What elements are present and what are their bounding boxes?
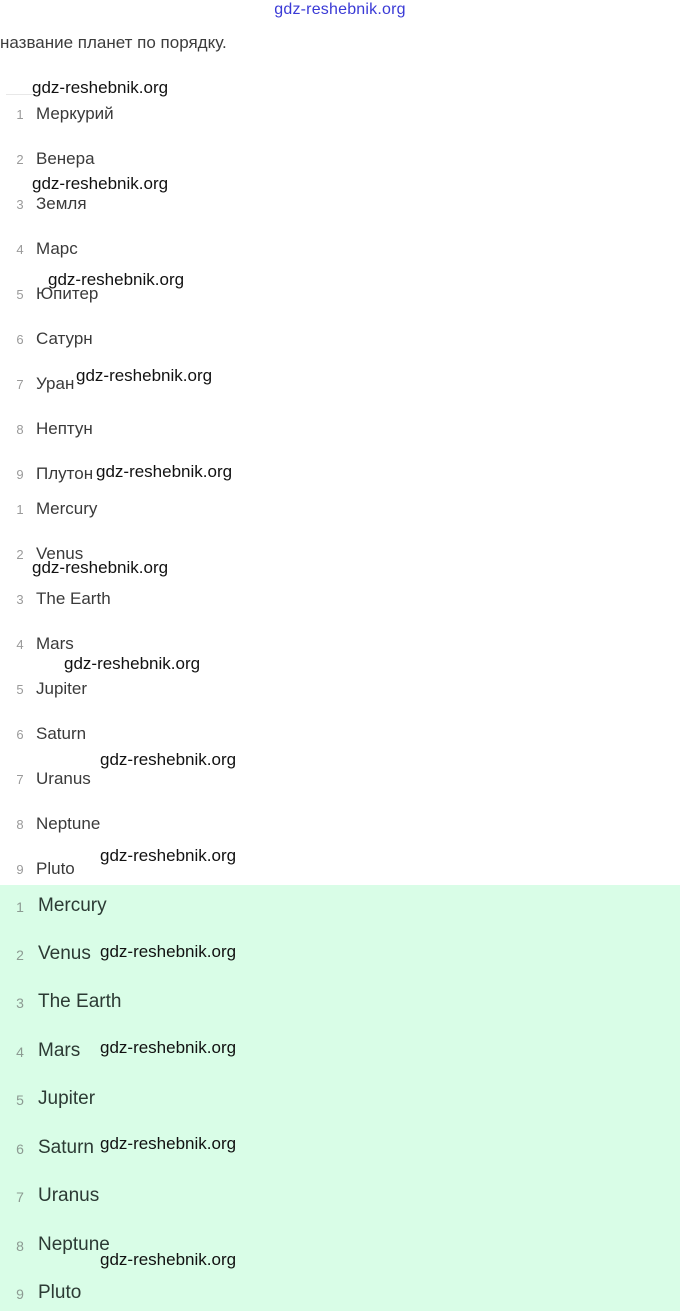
item-number: 4: [16, 1044, 24, 1060]
item-word: Земля: [36, 194, 87, 213]
item-number: 4: [16, 637, 24, 652]
item-word: Venus: [36, 544, 84, 563]
item-number: 1: [16, 107, 24, 122]
item-word: The Earth: [38, 991, 122, 1012]
item-word: Mercury: [36, 499, 98, 518]
watermark: gdz-reshebnik.org: [32, 78, 169, 97]
watermark: gdz-reshebnik.org: [100, 942, 237, 961]
item-number: 3: [16, 197, 24, 212]
watermark: gdz-reshebnik.org: [32, 558, 169, 577]
watermark: gdz-reshebnik.org: [100, 1038, 237, 1057]
item-number: 3: [16, 995, 24, 1011]
item-number: 6: [16, 1141, 24, 1157]
watermark: gdz-reshebnik.org: [64, 654, 201, 673]
instruction-text: название планет по порядку.: [0, 33, 227, 52]
item-word: Венера: [36, 149, 95, 168]
item-word: Mars: [36, 634, 74, 653]
watermark: gdz-reshebnik.org: [96, 462, 233, 481]
item-number: 9: [16, 1286, 24, 1302]
item-word: Mars: [38, 1040, 81, 1061]
item-word: Pluto: [38, 1282, 82, 1303]
item-number: 7: [16, 1189, 24, 1205]
item-word: Меркурий: [36, 104, 114, 123]
watermark: gdz-reshebnik.org: [32, 174, 169, 193]
item-word: Pluto: [36, 859, 75, 878]
item-number: 6: [16, 332, 24, 347]
item-number: 9: [16, 862, 24, 877]
item-word: Jupiter: [36, 679, 88, 698]
item-number: 2: [16, 547, 24, 562]
item-number: 1: [16, 502, 24, 517]
item-number: 3: [16, 592, 24, 607]
watermark: gdz-reshebnik.org: [100, 1250, 237, 1269]
watermark: gdz-reshebnik.org: [100, 750, 237, 769]
watermark: gdz-reshebnik.org: [100, 1134, 237, 1153]
item-word: Нептун: [36, 419, 93, 438]
item-word: Neptune: [38, 1234, 110, 1255]
item-number: 2: [16, 152, 24, 167]
item-word: Saturn: [36, 724, 87, 743]
item-word: Jupiter: [38, 1088, 96, 1109]
item-number: 6: [16, 727, 24, 742]
watermark: gdz-reshebnik.org: [100, 846, 237, 865]
item-number: 2: [16, 947, 24, 963]
item-number: 1: [16, 899, 24, 915]
item-word: Saturn: [38, 1137, 94, 1158]
item-number: 7: [16, 377, 24, 392]
item-number: 8: [16, 817, 24, 832]
item-number: 5: [16, 1092, 24, 1108]
item-number: 8: [16, 422, 24, 437]
item-number: 5: [16, 682, 24, 697]
item-word: Mercury: [38, 895, 107, 916]
item-word: Neptune: [36, 814, 101, 833]
item-number: 9: [16, 467, 24, 482]
item-number: 4: [16, 242, 24, 257]
item-word: Плутон: [36, 464, 94, 483]
item-word: Марс: [36, 239, 78, 258]
item-number: 7: [16, 772, 24, 787]
item-word: Уран: [36, 374, 75, 393]
top-watermark: gdz-reshebnik.org: [274, 1, 406, 18]
watermark: gdz-reshebnik.org: [48, 270, 185, 289]
item-word: Uranus: [38, 1185, 100, 1206]
item-word: Юпитер: [36, 284, 99, 303]
item-number: 5: [16, 287, 24, 302]
item-word: The Earth: [36, 589, 111, 608]
item-word: Venus: [38, 943, 91, 964]
item-number: 8: [16, 1238, 24, 1254]
item-word: Uranus: [36, 769, 91, 788]
item-word: Сатурн: [36, 329, 93, 348]
watermark: gdz-reshebnik.org: [76, 366, 213, 385]
